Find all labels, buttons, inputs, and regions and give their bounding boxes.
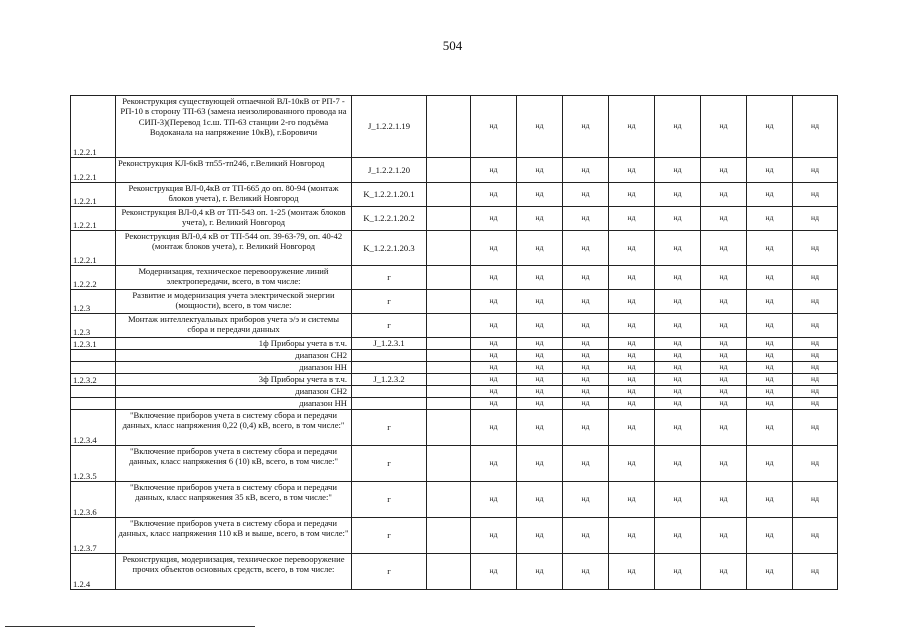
value-cell: нд (517, 314, 563, 338)
value-cell: нд (471, 554, 517, 590)
value-cell: нд (747, 482, 793, 518)
row-name: Модернизация, техническое перевооружение линий электропередачи, всего, в том числе: (116, 266, 352, 290)
row-name: диапазон СН2 (116, 386, 352, 398)
value-cell: нд (471, 398, 517, 410)
blank-cell (427, 518, 471, 554)
row-code: 1.2.2.1 (71, 183, 116, 207)
value-cell: нд (609, 398, 655, 410)
value-cell: нд (563, 482, 609, 518)
value-cell: нд (701, 374, 747, 386)
row-identifier: г (352, 446, 427, 482)
value-cell: нд (471, 183, 517, 207)
value-cell: нд (563, 386, 609, 398)
value-cell: нд (609, 338, 655, 350)
row-identifier: K_1.2.2.1.20.1 (352, 183, 427, 207)
value-cell: нд (747, 554, 793, 590)
row-identifier (352, 386, 427, 398)
value-cell: нд (563, 446, 609, 482)
row-code: 1.2.3.6 (71, 482, 116, 518)
row-name: Развитие и модернизация учета электрической энергии (мощности), всего, в том числе: (116, 290, 352, 314)
value-cell: нд (747, 398, 793, 410)
value-cell: нд (655, 518, 701, 554)
value-cell: нд (701, 446, 747, 482)
value-cell: нд (609, 290, 655, 314)
value-cell: нд (701, 290, 747, 314)
row-code: 1.2.3.5 (71, 446, 116, 482)
value-cell: нд (471, 314, 517, 338)
value-cell: нд (471, 96, 517, 158)
table-row (71, 158, 838, 183)
value-cell: нд (793, 338, 838, 350)
value-cell: нд (747, 183, 793, 207)
value-cell: нд (517, 338, 563, 350)
value-cell: нд (609, 362, 655, 374)
value-cell: нд (793, 374, 838, 386)
blank-cell (427, 350, 471, 362)
value-cell: нд (471, 290, 517, 314)
value-cell: нд (517, 183, 563, 207)
value-cell: нд (471, 362, 517, 374)
value-cell: нд (701, 314, 747, 338)
value-cell: нд (793, 290, 838, 314)
value-cell: нд (793, 231, 838, 266)
value-cell: нд (471, 482, 517, 518)
value-cell: нд (471, 266, 517, 290)
table-row (71, 554, 838, 590)
row-name: Реконструкция ВЛ-0,4 кВ от ТП-543 оп. 1-25 (монтаж блоков учета), г. Великий Новгород (116, 207, 352, 231)
value-cell: нд (563, 314, 609, 338)
value-cell: нд (609, 482, 655, 518)
value-cell: нд (563, 158, 609, 183)
value-cell: нд (793, 350, 838, 362)
row-identifier: г (352, 290, 427, 314)
row-code: 1.2.2.1 (71, 96, 116, 158)
value-cell: нд (563, 518, 609, 554)
table-row (71, 374, 838, 386)
row-name: "Включение приборов учета в систему сбора и передачи данных, класс напряжения 110 кВ и выше, всего, в том числе:" (116, 518, 352, 554)
table-row (71, 207, 838, 231)
value-cell: нд (563, 266, 609, 290)
value-cell: нд (609, 231, 655, 266)
value-cell: нд (747, 386, 793, 398)
table-row (71, 183, 838, 207)
value-cell: нд (655, 207, 701, 231)
table-row (71, 96, 838, 158)
value-cell: нд (609, 554, 655, 590)
value-cell: нд (609, 350, 655, 362)
value-cell: нд (747, 231, 793, 266)
value-cell: нд (701, 398, 747, 410)
row-name: 1ф Приборы учета в т.ч. (116, 338, 352, 350)
value-cell: нд (471, 518, 517, 554)
value-cell: нд (517, 350, 563, 362)
value-cell: нд (793, 446, 838, 482)
value-cell: нд (471, 231, 517, 266)
value-cell: нд (563, 183, 609, 207)
value-cell: нд (517, 482, 563, 518)
table-row (71, 398, 838, 410)
value-cell: нд (563, 554, 609, 590)
value-cell: нд (609, 266, 655, 290)
table-row (71, 386, 838, 398)
value-cell: нд (701, 350, 747, 362)
value-cell: нд (793, 207, 838, 231)
value-cell: нд (517, 158, 563, 183)
table-row (71, 446, 838, 482)
blank-cell (427, 183, 471, 207)
blank-cell (427, 410, 471, 446)
row-code: 1.2.2.1 (71, 158, 116, 183)
blank-cell (427, 482, 471, 518)
value-cell: нд (793, 386, 838, 398)
blank-cell (427, 338, 471, 350)
value-cell: нд (563, 338, 609, 350)
value-cell: нд (701, 386, 747, 398)
row-identifier: г (352, 482, 427, 518)
value-cell: нд (563, 374, 609, 386)
blank-cell (427, 266, 471, 290)
value-cell: нд (793, 183, 838, 207)
table-row (71, 266, 838, 290)
value-cell: нд (655, 410, 701, 446)
value-cell: нд (655, 231, 701, 266)
value-cell: нд (701, 231, 747, 266)
value-cell: нд (655, 398, 701, 410)
row-name: диапазон СН2 (116, 350, 352, 362)
value-cell: нд (609, 96, 655, 158)
row-code: 1.2.3.2 (71, 374, 116, 386)
row-identifier: г (352, 266, 427, 290)
value-cell: нд (701, 410, 747, 446)
blank-cell (427, 96, 471, 158)
value-cell: нд (517, 410, 563, 446)
value-cell: нд (471, 207, 517, 231)
value-cell: нд (655, 482, 701, 518)
value-cell: нд (517, 207, 563, 231)
value-cell: нд (655, 183, 701, 207)
row-code: 1.2.3 (71, 314, 116, 338)
value-cell: нд (701, 362, 747, 374)
value-cell: нд (563, 231, 609, 266)
value-cell: нд (563, 96, 609, 158)
value-cell: нд (655, 386, 701, 398)
value-cell: нд (701, 554, 747, 590)
row-name: Реконструкция, модернизация, техническое перевооружение прочих объектов основных средств, всего, в том числе: (116, 554, 352, 590)
value-cell: нд (471, 338, 517, 350)
value-cell: нд (471, 158, 517, 183)
value-cell: нд (563, 362, 609, 374)
value-cell: нд (517, 386, 563, 398)
blank-cell (427, 446, 471, 482)
table-row (71, 482, 838, 518)
row-name: диапазон НН (116, 362, 352, 374)
row-name: "Включение приборов учета в систему сбора и передачи данных, класс напряжения 6 (10) кВ, всего, в том числе:" (116, 446, 352, 482)
table-row (71, 231, 838, 266)
value-cell: нд (747, 266, 793, 290)
value-cell: нд (747, 362, 793, 374)
value-cell: нд (655, 290, 701, 314)
row-code: 1.2.2.2 (71, 266, 116, 290)
row-identifier: J_1.2.3.1 (352, 338, 427, 350)
blank-cell (427, 554, 471, 590)
value-cell: нд (793, 96, 838, 158)
value-cell: нд (517, 231, 563, 266)
row-identifier: г (352, 518, 427, 554)
row-code: 1.2.3.4 (71, 410, 116, 446)
row-code: 1.2.3.1 (71, 338, 116, 350)
value-cell: нд (609, 386, 655, 398)
value-cell: нд (655, 338, 701, 350)
value-cell: нд (517, 446, 563, 482)
value-cell: нд (655, 314, 701, 338)
row-identifier: г (352, 554, 427, 590)
value-cell: нд (793, 266, 838, 290)
value-cell: нд (793, 398, 838, 410)
table-row (71, 410, 838, 446)
value-cell: нд (747, 314, 793, 338)
row-code (71, 386, 116, 398)
row-code (71, 398, 116, 410)
row-name: Реконструкция ВЛ-0,4 кВ от ТП-544 оп. 39-63-79, оп. 40-42 (монтаж блоков учета), г. Великий Новгород (116, 231, 352, 266)
table-body (71, 96, 838, 590)
value-cell: нд (793, 158, 838, 183)
row-name: Монтаж интеллектуальных приборов учета э/э и системы сбора и передачи данных (116, 314, 352, 338)
row-identifier: K_1.2.2.1.20.2 (352, 207, 427, 231)
row-identifier: г (352, 410, 427, 446)
row-identifier: J_1.2.2.1.19 (352, 96, 427, 158)
row-name: Реконструкция КЛ-6кВ тп55-тп246, г.Великий Новгород (116, 158, 352, 183)
blank-cell (427, 362, 471, 374)
value-cell: нд (471, 410, 517, 446)
value-cell: нд (609, 183, 655, 207)
blank-cell (427, 231, 471, 266)
value-cell: нд (701, 183, 747, 207)
row-code: 1.2.3.7 (71, 518, 116, 554)
value-cell: нд (701, 96, 747, 158)
table-row (71, 314, 838, 338)
value-cell: нд (609, 158, 655, 183)
value-cell: нд (609, 410, 655, 446)
value-cell: нд (701, 266, 747, 290)
value-cell: нд (747, 518, 793, 554)
value-cell: нд (609, 446, 655, 482)
value-cell: нд (747, 338, 793, 350)
row-identifier (352, 362, 427, 374)
value-cell: нд (517, 96, 563, 158)
row-code: 1.2.2.1 (71, 231, 116, 266)
blank-cell (427, 314, 471, 338)
value-cell: нд (655, 158, 701, 183)
value-cell: нд (793, 518, 838, 554)
value-cell: нд (517, 518, 563, 554)
blank-cell (427, 386, 471, 398)
row-name: "Включение приборов учета в систему сбора и передачи данных, класс напряжения 35 кВ, всего, в том числе:" (116, 482, 352, 518)
value-cell: нд (747, 207, 793, 231)
value-cell: нд (701, 518, 747, 554)
row-code (71, 350, 116, 362)
value-cell: нд (701, 338, 747, 350)
page-number: 504 (442, 38, 463, 53)
row-identifier: K_1.2.2.1.20.3 (352, 231, 427, 266)
blank-cell (427, 374, 471, 386)
value-cell: нд (471, 386, 517, 398)
table-row (71, 518, 838, 554)
value-cell: нд (563, 398, 609, 410)
value-cell: нд (747, 158, 793, 183)
row-identifier: J_1.2.2.1.20 (352, 158, 427, 183)
row-identifier: г (352, 314, 427, 338)
row-name: "Включение приборов учета в систему сбора и передачи данных, класс напряжения 0,22 (0,4) кВ, всего, в том числе:" (116, 410, 352, 446)
value-cell: нд (701, 207, 747, 231)
blank-cell (427, 158, 471, 183)
value-cell: нд (609, 207, 655, 231)
value-cell: нд (563, 410, 609, 446)
row-identifier (352, 398, 427, 410)
value-cell: нд (563, 290, 609, 314)
value-cell: нд (471, 374, 517, 386)
value-cell: нд (471, 350, 517, 362)
value-cell: нд (655, 350, 701, 362)
blank-cell (427, 398, 471, 410)
value-cell: нд (701, 482, 747, 518)
value-cell: нд (517, 290, 563, 314)
row-code: 1.2.3 (71, 290, 116, 314)
row-code (71, 362, 116, 374)
value-cell: нд (747, 96, 793, 158)
value-cell: нд (747, 446, 793, 482)
table-row (71, 350, 838, 362)
row-name: 3ф Приборы учета в т.ч. (116, 374, 352, 386)
value-cell: нд (655, 374, 701, 386)
value-cell: нд (517, 374, 563, 386)
value-cell: нд (609, 374, 655, 386)
value-cell: нд (517, 554, 563, 590)
value-cell: нд (747, 374, 793, 386)
value-cell: нд (747, 410, 793, 446)
row-code: 1.2.2.1 (71, 207, 116, 231)
row-name: Реконструкция ВЛ-0,4кВ от ТП-665 до оп. 80-94 (монтаж блоков учета), г. Великий Новгород (116, 183, 352, 207)
table-row (71, 338, 838, 350)
table-row (71, 290, 838, 314)
value-cell: нд (655, 266, 701, 290)
blank-cell (427, 207, 471, 231)
value-cell: нд (517, 398, 563, 410)
value-cell: нд (655, 96, 701, 158)
value-cell: нд (609, 314, 655, 338)
row-name: диапазон НН (116, 398, 352, 410)
row-identifier (352, 350, 427, 362)
value-cell: нд (517, 266, 563, 290)
value-cell: нд (747, 290, 793, 314)
value-cell: нд (655, 554, 701, 590)
value-cell: нд (563, 207, 609, 231)
row-identifier: J_1.2.3.2 (352, 374, 427, 386)
value-cell: нд (747, 350, 793, 362)
value-cell: нд (609, 518, 655, 554)
value-cell: нд (655, 362, 701, 374)
footnote-divider (5, 626, 255, 627)
value-cell: нд (793, 362, 838, 374)
value-cell: нд (793, 482, 838, 518)
value-cell: нд (793, 314, 838, 338)
value-cell: нд (655, 446, 701, 482)
row-code: 1.2.4 (71, 554, 116, 590)
value-cell: нд (793, 410, 838, 446)
value-cell: нд (563, 350, 609, 362)
value-cell: нд (793, 554, 838, 590)
investment-table (70, 95, 838, 590)
blank-cell (427, 290, 471, 314)
row-name: Реконструкция существующей отпаечной ВЛ-10кВ от РП-7 - РП-10 в сторону ТП-63 (замена неизолированного провода на СИП-3)(Перевод 1с.ш. ТП-63 станции 2-го подъёма Водоканала на напряжение 10кВ), г.Боровичи (116, 96, 352, 158)
value-cell: нд (701, 158, 747, 183)
table-row (71, 362, 838, 374)
value-cell: нд (471, 446, 517, 482)
value-cell: нд (517, 362, 563, 374)
